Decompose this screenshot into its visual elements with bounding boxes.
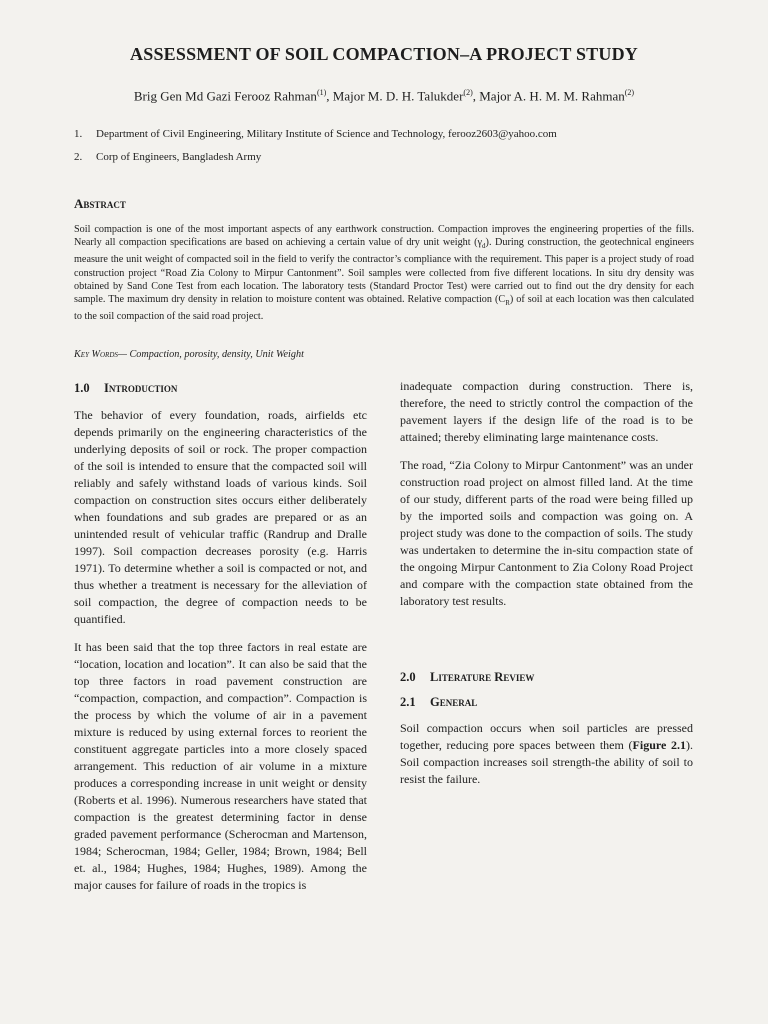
paragraph: The behavior of every foundation, roads, airfields etc depends primarily on the engineering characteristics of the underlying deposits of soil or rock. The proper compaction of the soil is intended to ensure that the compacted soil will reliably and safely withstand loads of various kinds. Soil compaction on construction sites occurs either deliberately when foundations and sub grades are prepared or as an unintended result of vehicular traffic (Randrup and Dralle 1997). Soil compaction decreases porosity (e.g. Harris 1971). To determine whether a soil is compacted or not, and thus whether a treatment is necessary for the alleviation of soil compaction, the degree of compaction needs to be quantified. xyxy=(74,408,367,626)
paper-title: ASSESSMENT OF SOIL COMPACTION–A PROJECT STUDY xyxy=(130,44,638,64)
keywords-text: — Compaction, porosity, density, Unit Weight xyxy=(117,349,304,360)
right-column-lower xyxy=(400,720,693,799)
subsection-number: 2.1 xyxy=(400,695,416,709)
author-name: Major A. H. M. M. Rahman xyxy=(479,88,625,104)
paragraph: It has been said that the top three factors in real estate are “location, location and location”. It can also be said that the top three factors in road pavement construction are “compaction, compaction, and compaction”. Compaction is the process by which the volume of air in a pavement mixture is reduced by using external forces to reorient the constituent aggregate particles into a more closely spaced arrangement. This reduction of air volume in a mixture produces a corresponding increase in unit weight or density (Roberts et al. 1996). Numerous researchers have stated that compaction is the greatest determining factor in dense graded pavement performance (Scherocman and Martenson, 1984; Scherocman, 1984; Geller, 1984; Brown, 1984; Bell et. al., 1984; Hughes, 1984; Hughes, 1989). Among the major causes for failure of roads in the tropics is xyxy=(74,640,367,892)
affiliation-number: 1. xyxy=(74,128,83,140)
left-column xyxy=(74,407,367,905)
section-heading-literature-review xyxy=(400,670,534,685)
section-number: 1.0 xyxy=(74,381,90,395)
right-column xyxy=(400,378,693,621)
subsection-title: General xyxy=(430,695,478,709)
subsection-heading-general xyxy=(400,695,477,710)
paragraph: inadequate compaction during construction. There is, therefore, the need to strictly control the compaction of the pavement layers if the design life of the road is to be attained; thereby eliminating large maintenance costs. xyxy=(400,379,693,444)
affiliation-item xyxy=(74,151,261,163)
paragraph xyxy=(400,720,693,788)
keywords-line xyxy=(74,349,304,360)
author-affiliation-mark: (2) xyxy=(463,88,473,97)
paragraph-text: ). Soil compaction increases soil strength-the ability of soil to resist the failure. xyxy=(400,738,693,786)
author-name: Major M. D. H. Talukder xyxy=(332,88,464,104)
abstract-text: ). During construction, the geotechnical engineers measure the unit weight of compacted soil in the field to verify the contractor’s compliance with the requirement. This paper is a project study of road construction project “Road Zia Colony to Mirpur Cantonment”. Soil samples were collected from five different locations. In situ dry density was obtained by Sand Cone Test from each location. The laboratory tests (Standard Proctor Test) were carried out to find out the dry density for each sample. The maximum dry density in relation to moisture content was obtained. Relative compaction (C xyxy=(74,237,694,306)
paragraph-text: Soil compaction occurs when soil particles are pressed together, reducing pore spaces between them ( xyxy=(400,721,693,752)
affiliation-number: 2. xyxy=(74,151,83,163)
affiliation-item xyxy=(74,128,557,140)
section-title: Literature Review xyxy=(430,670,535,684)
section-heading-introduction xyxy=(74,381,177,396)
author-affiliation-mark: (2) xyxy=(624,88,635,97)
abstract-body xyxy=(74,223,694,323)
author-name: Brig Gen Md Gazi Ferooz Rahman xyxy=(133,88,317,104)
abstract-text: ) of soil at each location was then calculated to the soil compaction of the said road project. xyxy=(74,294,694,323)
affiliation-text: Department of Civil Engineering, Military Institute of Science and Technology, ferooz2603@yahoo.com xyxy=(96,128,557,140)
author-list: Brig Gen Md Gazi Ferooz Rahman$^{(1)}$, Major M. D. H. Talukder$^{(2)}$, Major A. H. M. M. Rahman$^{(2)}$ xyxy=(133,88,635,104)
author-affiliation-mark: (1) xyxy=(316,88,327,97)
abstract-subscript: d xyxy=(482,242,486,251)
abstract-heading: Abstract xyxy=(74,196,126,211)
section-title: Introduction xyxy=(104,381,178,395)
keywords-heading: Key Words xyxy=(74,349,118,360)
abstract-text: Soil compaction is one of the most important aspects of any earthwork construction. Compaction improves the engineering properties of the fills. Nearly all compaction specifications are based on achieving a certain value of dry unit weight (γ xyxy=(74,224,694,249)
figure-reference: Figure 2.1 xyxy=(632,738,686,752)
paragraph: The road, “Zia Colony to Mirpur Cantonment” was an under construction road project on almost filled land. At the time of our study, different parts of the road were being filled up by the imported soils and compaction was going on. A project study was done to the compaction of soils. The study was undertaken to determine the in-situ compaction state of the ongoing Mirpur Cantonment to Zia Colony Road Project and compare with the compaction state obtained from the laboratory test results. xyxy=(400,458,693,608)
abstract-subscript: R xyxy=(505,299,510,308)
section-number: 2.0 xyxy=(400,670,416,684)
affiliation-text: Corp of Engineers, Bangladesh Army xyxy=(96,151,262,163)
